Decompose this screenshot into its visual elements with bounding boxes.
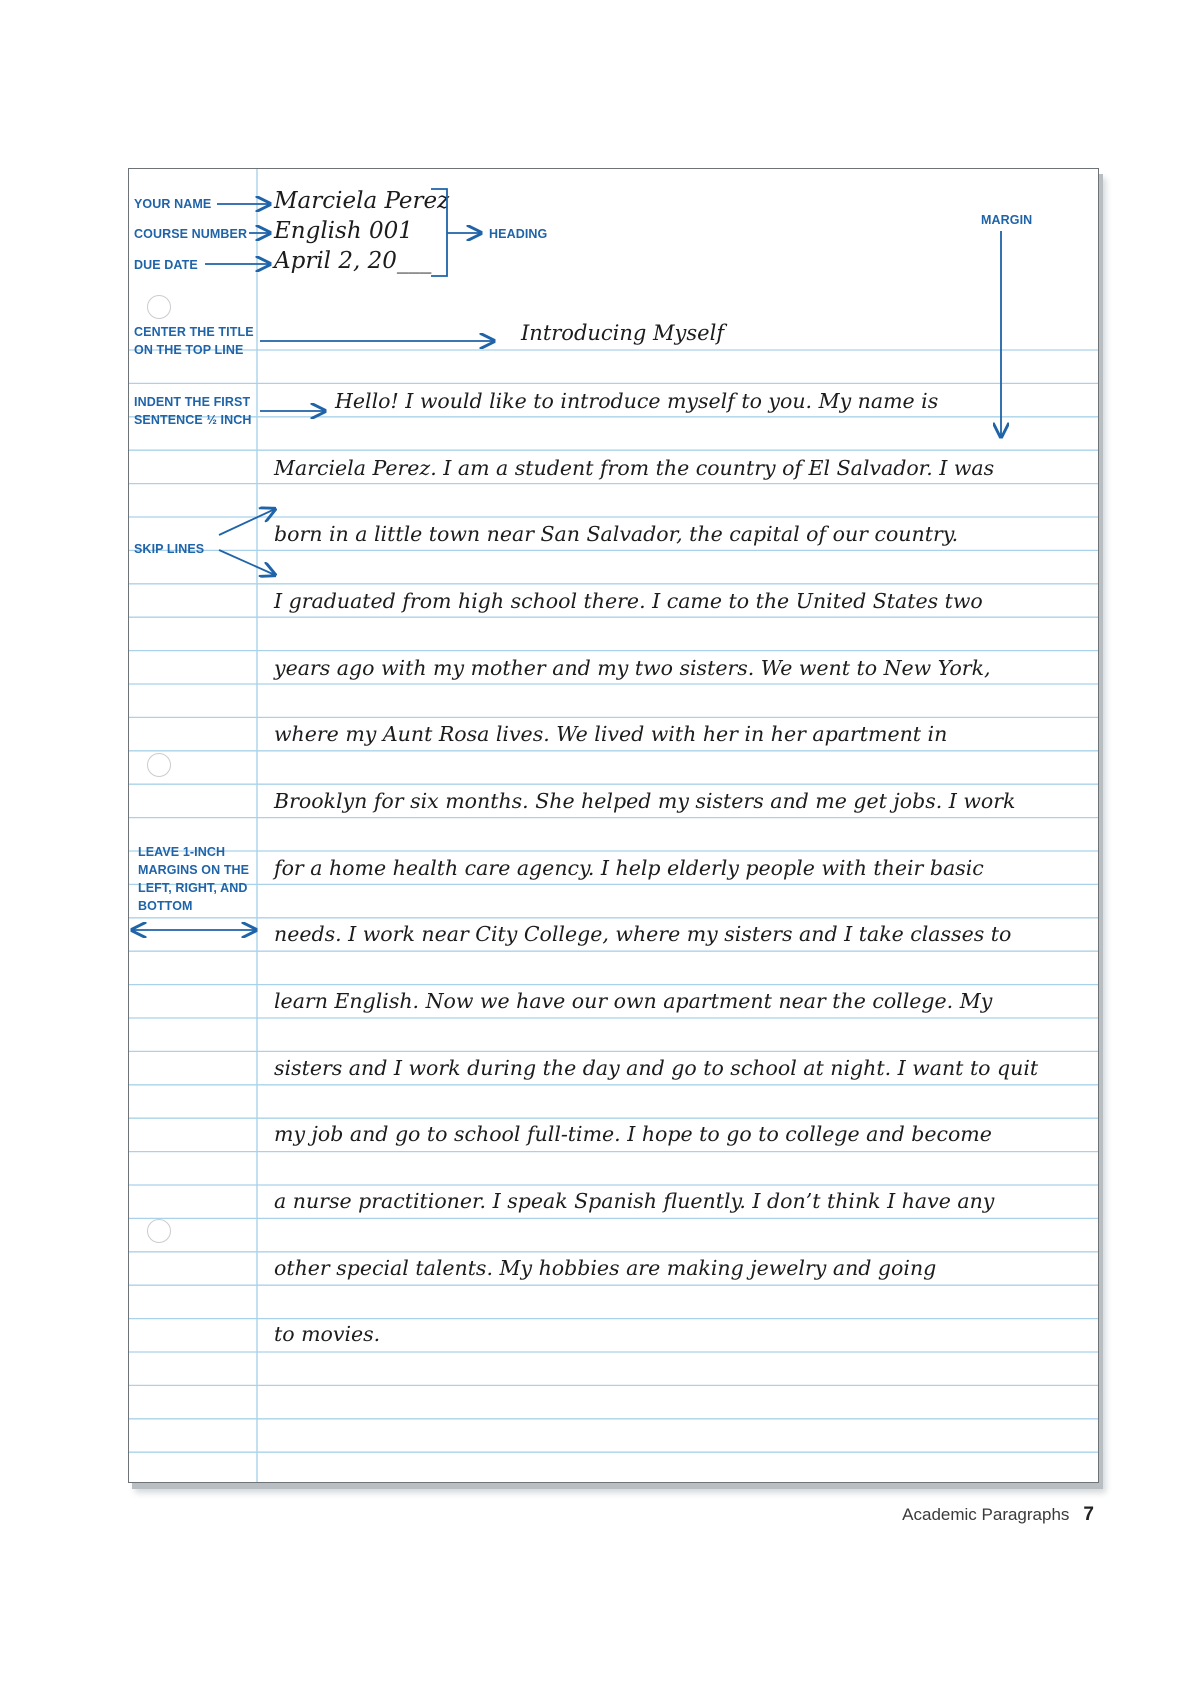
essay-title: Introducing Myself (521, 321, 725, 345)
label-indent-2: SENTENCE ½ INCH (134, 413, 252, 427)
paragraph-line: for a home health care agency. I help elderly people with their basic (274, 856, 984, 880)
footer-section-title: Academic Paragraphs (902, 1505, 1070, 1524)
due-date: April 2, 20___ (274, 248, 432, 274)
label-leave-margins-3: LEFT, RIGHT, AND (138, 881, 248, 895)
paragraph-line: learn English. Now we have our own apartment near the college. My (274, 989, 993, 1013)
paragraph-line: needs. I work near City College, where my sisters and I take classes to (274, 922, 1012, 946)
ruled-lines (129, 169, 1098, 1482)
paragraph-line: Marciela Perez. I am a student from the country of El Salvador. I was (274, 456, 995, 480)
paragraph-line: years ago with my mother and my two sisters. We went to New York, (274, 656, 991, 680)
label-center-title-1: CENTER THE TITLE (134, 325, 254, 339)
course-number: English 001 (274, 218, 413, 244)
label-your-name: YOUR NAME (134, 197, 212, 211)
label-leave-margins-1: LEAVE 1-INCH (138, 845, 226, 859)
label-heading: HEADING (489, 227, 548, 241)
page-number: 7 (1083, 1504, 1094, 1525)
label-center-title-2: ON THE TOP LINE (134, 343, 244, 357)
paragraph-line: sisters and I work during the day and go to school at night. I want to quit (274, 1056, 1039, 1080)
binder-hole-bottom (147, 1219, 171, 1243)
notebook-page (128, 168, 1099, 1483)
label-leave-margins-2: MARGINS ON THE (138, 863, 250, 877)
binder-hole-top (147, 295, 171, 319)
paragraph-line: a nurse practitioner. I speak Spanish fluently. I don’t think I have any (274, 1189, 995, 1213)
label-due-date: DUE DATE (134, 258, 198, 272)
label-indent-1: INDENT THE FIRST (134, 395, 251, 409)
paragraph-line: to movies. (274, 1322, 381, 1346)
binder-hole-middle (147, 753, 171, 777)
paragraph-line: my job and go to school full-time. I hope to go to college and become (274, 1122, 992, 1146)
paragraph-line: Brooklyn for six months. She helped my sisters and me get jobs. I work (274, 789, 1016, 813)
paragraph-line: I graduated from high school there. I came to the United States two (274, 589, 983, 613)
label-leave-margins-4: BOTTOM (138, 899, 193, 913)
paragraph-line: where my Aunt Rosa lives. We lived with her in her apartment in (274, 722, 948, 746)
label-skip-lines: SKIP LINES (134, 542, 205, 556)
paragraph-line: other special talents. My hobbies are making jewelry and going (274, 1256, 937, 1280)
label-margin: MARGIN (981, 213, 1033, 227)
label-course-number: COURSE NUMBER (134, 227, 248, 241)
student-name: Marciela Perez (274, 188, 450, 214)
paragraph-line: born in a little town near San Salvador, the capital of our country. (274, 522, 959, 546)
paragraph-line: Hello! I would like to introduce myself to you. My name is (335, 389, 939, 413)
page-footer (902, 1504, 1094, 1526)
